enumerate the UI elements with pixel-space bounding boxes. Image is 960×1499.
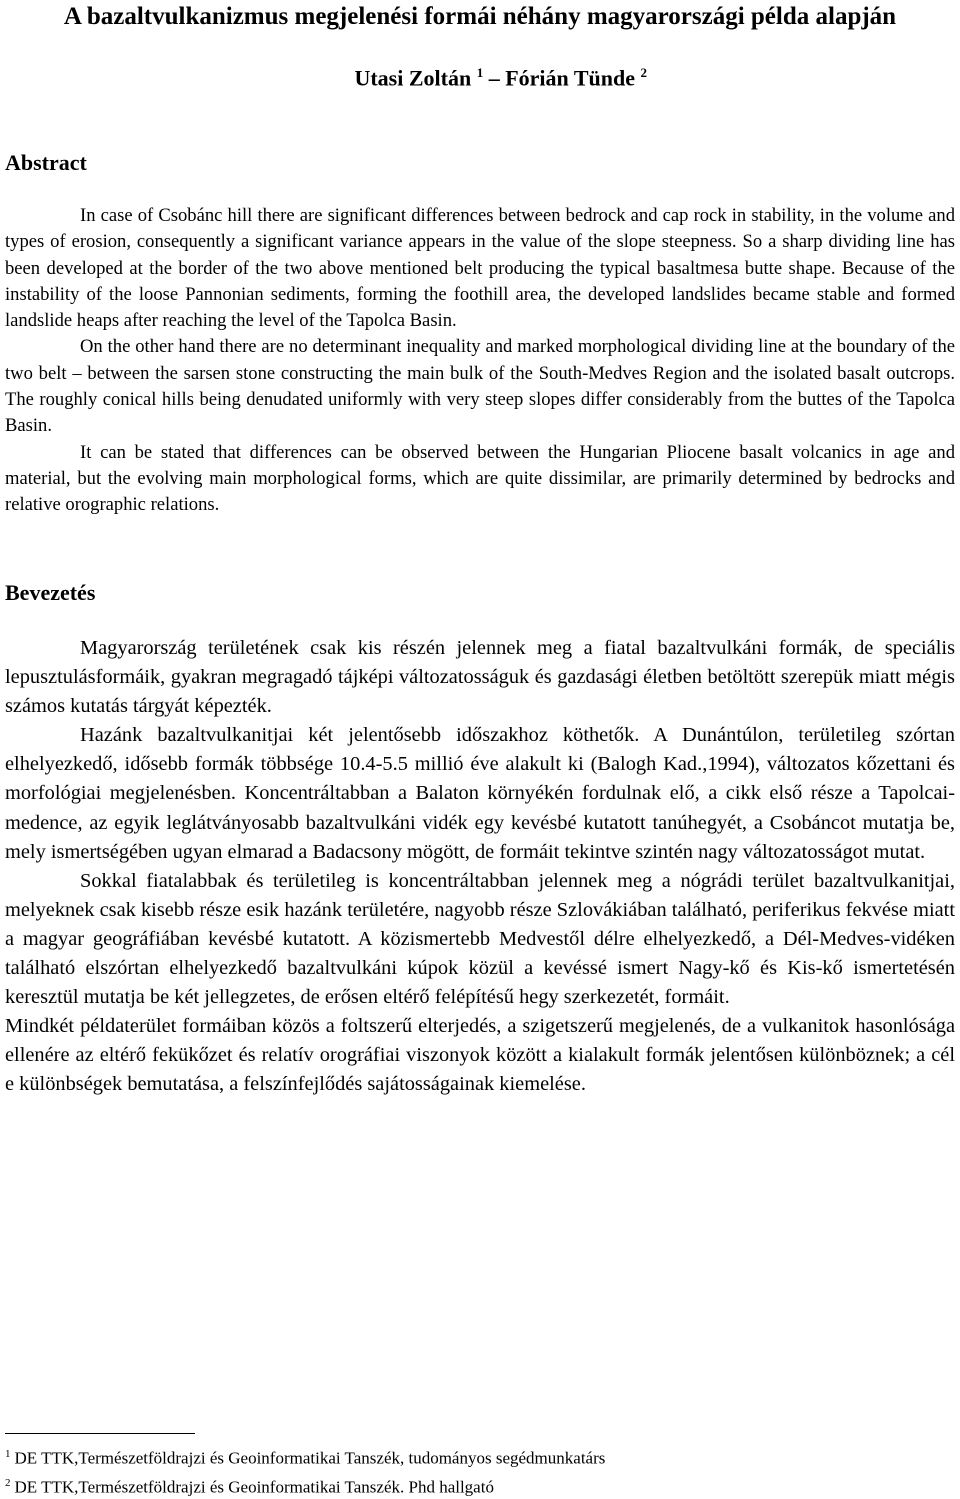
intro-paragraph: Mindkét példaterület formáiban közös a foltszerű elterjedés, a szigetszerű megjelenés, de a vulkanitok hasonlósága ellenére az eltérő fekükőzet és relatív orográfiai viszonyok között a kialakult formák jelentősen különböznek; a cél e különbségek bemutatása, a felszínfejlődés sajátosságainak kiemelése. [5,1015,955,1096]
abstract-paragraph: It can be stated that differences can be observed between the Hungarian Pliocene basalt volcanics in age and material, but the evolving main morphological forms, which are quite dissimilar, are primarily determined by bedrocks and relative orographic relations. [5,441,955,516]
abstract-paragraph: In case of Csobánc hill there are significant differences between bedrock and cap rock in stability, in the volume and types of erosion, consequently a significant variance appears in the value of the slope steepness. So a sharp dividing line has been developed at the border of the two above mentioned belt producing the typical basaltmesa butte shape. Because of the instability of the loose Pannonian sediments, forming the foothill area, the developed landslides became stable and formed landslide heaps after reaching the level of the Tapolca Basin. [5,205,955,332]
intro-paragraph: Sokkal fiatalabbak és területileg is koncentráltabban jelennek meg a nógrádi terület bazaltvulkanitjai, melyeknek csak kisebb része esik hazánk területére, nagyobb része Szlovákiában található, periferikus fekvése miatt a magyar geográfiában kevésbé kutatott. A közismertebb Medvestől délre elhelyezkedő, a Dél-Medves-vidéken található elszórtan elhelyezkedő bazaltvulkáni kúpok közül a kevéssé ismert Nagy-kő és Kis-kő ismertetésén keresztül mutatja be két jellegzetes, de erősen eltérő felépítésű hegy szerkezetét, formáit. [5,869,955,1009]
footnote-item [5,1442,605,1471]
abstract-heading: Abstract [5,150,87,175]
footnote-text: DE TTK,Természetföldrajzi és Geoinformatikai Tanszék. Phd hallgató [14,1477,494,1497]
author-1: Utasi Zoltán [354,65,472,91]
author-separator: – [488,65,506,91]
footnote-mark: 2 [5,1476,11,1489]
document-page [5,0,955,91]
footnotes [5,1442,605,1499]
paper-title: A bazaltvulkanizmus megjelenési formái néhány magyarországi példa alapján [63,3,897,30]
author-1-footnote-mark: 1 [476,65,484,80]
author-line [5,60,955,91]
intro-body [5,634,955,1100]
intro-paragraph: Magyarország területének csak kis részén jelennek meg a fiatal bazaltvulkáni formák, de speciális lepusztulásformáik, gyakran megragadó tájképi változatosságuk és gazdasági életben betöltött szerepük miatt mégis számos kutatás tárgyát képezték. [5,637,955,718]
section-heading-intro: Bevezetés [5,580,96,605]
footnote-item [5,1471,605,1499]
abstract-body [5,203,955,519]
footnote-text: DE TTK,Természetföldrajzi és Geoinformatikai Tanszék, tudományos segédmunkatárs [14,1448,606,1468]
abstract-paragraph: On the other hand there are no determinant inequality and marked morphological dividing line at the boundary of the two belt – between the sarsen stone constructing the main bulk of the South-Medves Region and the isolated basalt outcrops. The roughly conical hills being denudated uniformly with very steep slopes differ considerably from the buttes of the Tapolca Basin. [5,336,955,437]
author-2: Fórián Tünde [505,65,635,91]
footnote-divider [5,1433,195,1434]
intro-paragraph: Hazánk bazaltvulkanitjai két jelentősebb időszakhoz köthetők. A Dunántúlon, területileg szórtan elhelyezkedő, idősebb formák többsége 10.4-5.5 millió éve alakult ki (Balogh Kad.,1994), változatos kőzettani és morfológiai megjelenésben. Koncentráltabban a Balaton környékén fordulnak elő, a cikk első része a Tapolcai-medence, az egyik leglátványosabb bazaltvulkáni vidék egy kevésbé kutatott tanúhegyét, a Csobáncot mutatja be, mely ismertségében ugyan elmarad a Badacsony mögött, de formáit tekintve szintén nagy változatosságot mutat. [5,724,955,863]
author-2-footnote-mark: 2 [640,65,647,80]
footnote-mark: 1 [5,1448,11,1460]
